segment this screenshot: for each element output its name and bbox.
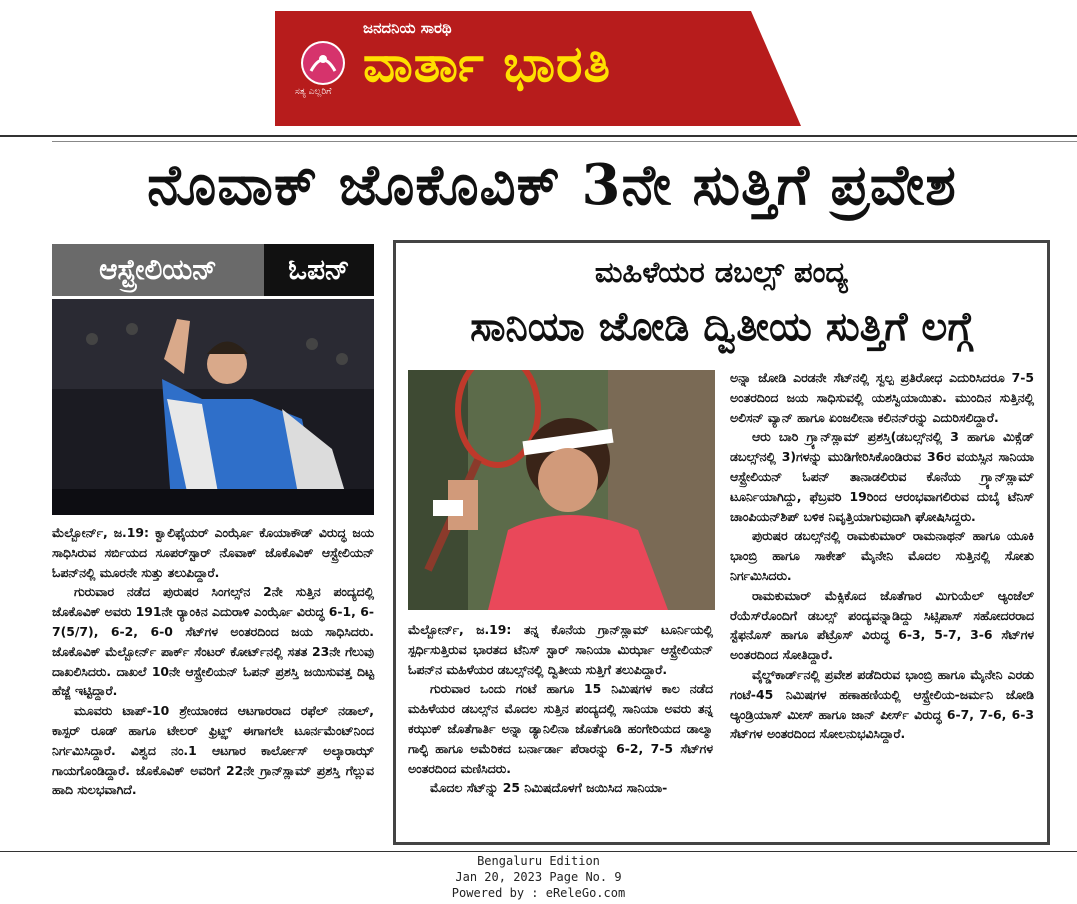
footer-rule xyxy=(0,851,1077,852)
logo-subtitle: ಸತ್ಯ ಎಲ್ಲರಿಗೆ xyxy=(295,87,332,97)
logo-emblem-icon xyxy=(301,41,345,85)
sania-article-box xyxy=(393,240,1050,845)
box-paragraph: ರಾಮಕುಮಾರ್ ಮೆಕ್ಸಿಕೊದ ಜೊತೆಗಾರ ಮಿಗುಯೆಲ್ ಆ್ಯಂಜೆಲ್ ರೆಯೆಸ್‌ರೊಂದಿಗೆ ಡಬಲ್ಸ್ ಪಂದ್ಯವನ್ನಾಡಿದ್ದು ಸಿಟ್ಸಿಪಾಸ್ ಸಹೋದರರಾದ ಸ್ಟೆಫನೊಸ್ ಹಾಗೂ ಪೆಟ್ರೊಸ್ ವಿರುದ್ಧ 6-3, 5-7, 3-6 ಸೆಟ್‌ಗಳ ಅಂತರದಿಂದ ಸೋತಿದ್ದಾರೆ. xyxy=(730,587,1034,663)
masthead-tagline: ಜನದನಿಯ ಸಾರಥಿ xyxy=(363,19,452,37)
masthead-brand: ವಾರ್ತಾ ಭಾರತಿ xyxy=(363,35,611,93)
top-rule-thin xyxy=(52,141,1077,142)
box-paragraph: ಅನ್ನಾ ಜೋಡಿ ಎರಡನೇ ಸೆಟ್‌ನಲ್ಲಿ ಸ್ವಲ್ಪ ಪ್ರತಿರೋಧ ಎದುರಿಸಿದರೂ 7-5 ಅಂತರದಿಂದ ಜಯ ಸಾಧಿಸುವಲ್ಲಿ ಯಶಸ್ವಿಯಾಯಿತು. ಮುಂದಿನ ಸುತ್ತಿನಲ್ಲಿ ಅಲಿಸನ್ ವ್ಯಾನ್ ಹಾಗೂ ಏಂಜಲೀನಾ ಕಲಿನನ್‌ರನ್ನು ಎದುರಿಸಲಿದ್ದಾರೆ. xyxy=(730,370,1034,425)
masthead xyxy=(275,11,801,126)
left-article xyxy=(52,523,374,800)
box-paragraph: ಮೆಲ್ಬೋರ್ನ್, ಜ.19: ತನ್ನ ಕೊನೆಯ ಗ್ರಾನ್‌ಸ್ಲಾಮ್ ಟೂರ್ನಿಯಲ್ಲಿ ಸ್ಪರ್ಧಿಸುತ್ತಿರುವ ಭಾರತದ ಟೆನಿಸ್ ಸ್ಟಾರ್ ಸಾನಿಯಾ ಮಿರ್ಝಾ ಆಸ್ಟ್ರೇಲಿಯನ್ ಓಪನ್‌ನ ಮಹಿಳೆಯರ ಡಬಲ್ಸ್‌ನಲ್ಲಿ ದ್ವಿತೀಯ ಸುತ್ತಿಗೆ ತಲುಪಿದ್ದಾರೆ. xyxy=(408,622,713,677)
left-article-paragraph: ಮೂವರು ಟಾಪ್-10 ಶ್ರೇಯಾಂಕದ ಆಟಗಾರರಾದ ರಫೆಲ್ ನಡಾಲ್, ಕಾಸ್ಪರ್ ರೂಡ್ ಹಾಗೂ ಟೇಲರ್ ಫ್ರಿಟ್ಝ್ ಈಗಾಗಲೇ ಟೂರ್ನಮೆಂಟ್‌ನಿಂದ ನಿರ್ಗಮಿಸಿದ್ದಾರೆ. ವಿಶ್ವದ ನಂ.1 ಆಟಗಾರ ಕಾರ್ಲೋಸ್ ಅಲ್ಕಾರಾಝ್ ಗಾಯಗೊಂಡಿದ್ದಾರೆ. ಜೊಕೊವಿಕ್ ಅವರಿಗೆ 22ನೇ ಗ್ರಾನ್‌ಸ್ಲಾಮ್ ಪ್ರಶಸ್ತಿ ಗೆಲ್ಲುವ ಹಾದಿ ಸುಲಭವಾಗಿದೆ. xyxy=(52,703,374,798)
box-paragraph: ಗುರುವಾರ ಒಂದು ಗಂಟೆ ಹಾಗೂ 15 ನಿಮಿಷಗಳ ಕಾಲ ನಡೆದ ಮಹಿಳೆಯರ ಡಬಲ್ಸ್‌ನ ಮೊದಲ ಸುತ್ತಿನ ಪಂದ್ಯದಲ್ಲಿ ಸಾನಿಯಾ ಅವರು ತನ್ನ ಕಝುಕ್ ಜೊತೆಗಾರ್ತಿ ಅನ್ನಾ ಡ್ಯಾನಿಲಿನಾ ಜೊತೆಗೂಡಿ ಹಂಗೇರಿಯದ ಡಾಲ್ಮಾ ಗಾಲ್ಫಿ ಹಾಗೂ ಅಮೆರಿಕದ ಬರ್ನಾರ್ಡಾ ಪೆರಾರನ್ನು 6-2, 7-5 ಸೆಟ್‌ಗಳ ಅಂತರದಿಂದ ಮಣಿಸಿದರು. xyxy=(408,681,713,776)
box-middle-column xyxy=(408,620,713,798)
box-kicker: ಮಹಿಳೆಯರ ಡಬಲ್ಸ್ ಪಂದ್ಯ xyxy=(594,255,849,289)
section-label-part1: ಆಸ್ಟ್ರೇಲಿಯನ್ xyxy=(52,244,264,296)
box-headline: ಸಾನಿಯಾ ಜೋಡಿ ದ್ವಿತೀಯ ಸುತ್ತಿಗೆ ಲಗ್ಗೆ xyxy=(470,303,973,350)
page-headline: ನೊವಾಕ್ ಜೊಕೊವಿಕ್ 3ನೇ ಸುತ್ತಿಗೆ ಪ್ರವೇಶ xyxy=(147,152,957,218)
top-rule xyxy=(0,135,1077,137)
sania-photo xyxy=(408,370,715,610)
footer-date-page: Jan 20, 2023 Page No. 9 xyxy=(455,870,622,884)
section-label xyxy=(52,244,374,296)
box-paragraph: ಪುರುಷರ ಡಬಲ್ಸ್‌ನಲ್ಲಿ ರಾಮಕುಮಾರ್ ರಾಮನಾಥನ್ ಹಾಗೂ ಯೂಕಿ ಭಾಂಬ್ರಿ ಹಾಗೂ ಸಾಕೇತ್ ಮೈನೇನಿ ಮೊದಲ ಸುತ್ತಿನಲ್ಲಿ ಸೋತು ನಿರ್ಗಮಿಸಿದರು. xyxy=(730,528,1034,583)
djokovic-photo xyxy=(52,299,374,515)
box-paragraph: ಮೊದಲ ಸೆಟ್‌ನ್ನು 25 ನಿಮಿಷದೊಳಗೆ ಜಯಿಸಿದ ಸಾನಿಯಾ- xyxy=(430,780,668,796)
box-right-column xyxy=(730,368,1034,744)
box-paragraph: ವೈಲ್ಡ್‌ಕಾರ್ಡ್‌ನಲ್ಲಿ ಪ್ರವೇಶ ಪಡೆದಿರುವ ಭಾಂಬ್ರಿ ಹಾಗೂ ಮೈನೇನಿ ಎರಡು ಗಂಟೆ-45 ನಿಮಿಷಗಳ ಹಣಾಹಣಿಯಲ್ಲಿ ಆಸ್ಟ್ರೇಲಿಯ-ಜರ್ಮನಿ ಜೋಡಿ ಆ್ಯಂಡ್ರಿಯಾಸ್ ಮೀಸ್ ಹಾಗೂ ಜಾನ್ ಪೀರ್ಸ್ ವಿರುದ್ಧ 6-7, 7-6, 6-3 ಸೆಟ್‌ಗಳ ಅಂತರದಿಂದ ಸೋಲನುಭವಿಸಿದ್ದಾರೆ. xyxy=(730,666,1034,742)
left-article-paragraph: ಮೆಲ್ಬೋರ್ನ್, ಜ.19: ಕ್ವಾಲಿಫೈಯರ್ ಎಂರ್ಝೊ ಕೊಯಾಕೌಡ್ ವಿರುದ್ಧ ಜಯ ಸಾಧಿಸಿರುವ ಸರ್ಬಿಯದ ಸೂಪರ್‌ಸ್ಟಾರ್ ನೊವಾಕ್ ಜೊಕೊವಿಕ್ ಆಸ್ಟ್ರೇಲಿಯನ್ ಓಪನ್‌ನಲ್ಲಿ ಮೂರನೇ ಸುತ್ತು ತಲುಪಿದ್ದಾರೆ. xyxy=(52,525,374,580)
section-label-part2: ಓಪನ್ xyxy=(264,244,374,296)
footer-edition: Bengaluru Edition xyxy=(477,854,600,868)
page-footer xyxy=(0,853,1077,901)
box-paragraph: ಆರು ಬಾರಿ ಗ್ರ್ಯಾನ್‌ಸ್ಲಾಮ್ ಪ್ರಶಸ್ತಿ(ಡಬಲ್ಸ್‌ನಲ್ಲಿ 3 ಹಾಗೂ ಮಿಕ್ಸೆಡ್ ಡಬಲ್ಸ್‌ನಲ್ಲಿ 3)ಗಳನ್ನು ಮುಡಿಗೇರಿಸಿಕೊಂಡಿರುವ 36ರ ವಯಸ್ಸಿನ ಸಾನಿಯಾ ಆಸ್ಟ್ರೇಲಿಯನ್ ಓಪನ್ ತಾನಾಡಲಿರುವ ಕೊನೆಯ ಗ್ರ್ಯಾನ್‌ಸ್ಲಾಮ್ ಟೂರ್ನಿಯಾಗಿದ್ದು, ಫೆಬ್ರವರಿ 19ರಿಂದ ಆರಂಭವಾಗಲಿರುವ ದುಬೈ ಟೆನಿಸ್ ಚಾಂಪಿಯನ್‌ಶಿಪ್ ಬಳಿಕ ನಿವೃತ್ತಿಯಾಗುವುದಾಗಿ ಘೋಷಿಸಿದ್ದರು. xyxy=(730,429,1034,524)
left-article-paragraph: ಗುರುವಾರ ನಡೆದ ಪುರುಷರ ಸಿಂಗಲ್ಸ್‌ನ 2ನೇ ಸುತ್ತಿನ ಪಂದ್ಯದಲ್ಲಿ ಜೊಕೊವಿಕ್ ಅವರು 191ನೇ ರ್‍ಯಾಂಕಿನ ಎದುರಾಳಿ ಎಂರ್ಝೊ ವಿರುದ್ಧ 6-1, 6-7(5/7), 6-2, 6-0 ಸೆಟ್‌ಗಳ ಅಂತರದಿಂದ ಜಯ ಸಾಧಿಸಿದರು. ಜೊಕೊವಿಕ್ ಮೆಲ್ಬೋರ್ನ್ ಪಾರ್ಕ್ ಸೆಂಟರ್ ಕೋರ್ಟ್‌ನಲ್ಲಿ ಸತತ 23ನೇ ಗೆಲುವು ದಾಖಲಿಸಿದರು. ದಾಖಲೆ 10ನೇ ಆಸ್ಟ್ರೇಲಿಯನ್ ಓಪನ್ ಪ್ರಶಸ್ತಿ ಜಯಿಸುವತ್ತ ದಿಟ್ಟ ಹೆಜ್ಜೆ ಇಟ್ಟಿದ್ದಾರೆ. xyxy=(52,584,374,699)
footer-powered-by[interactable]: Powered by : eReleGo.com xyxy=(451,886,626,900)
